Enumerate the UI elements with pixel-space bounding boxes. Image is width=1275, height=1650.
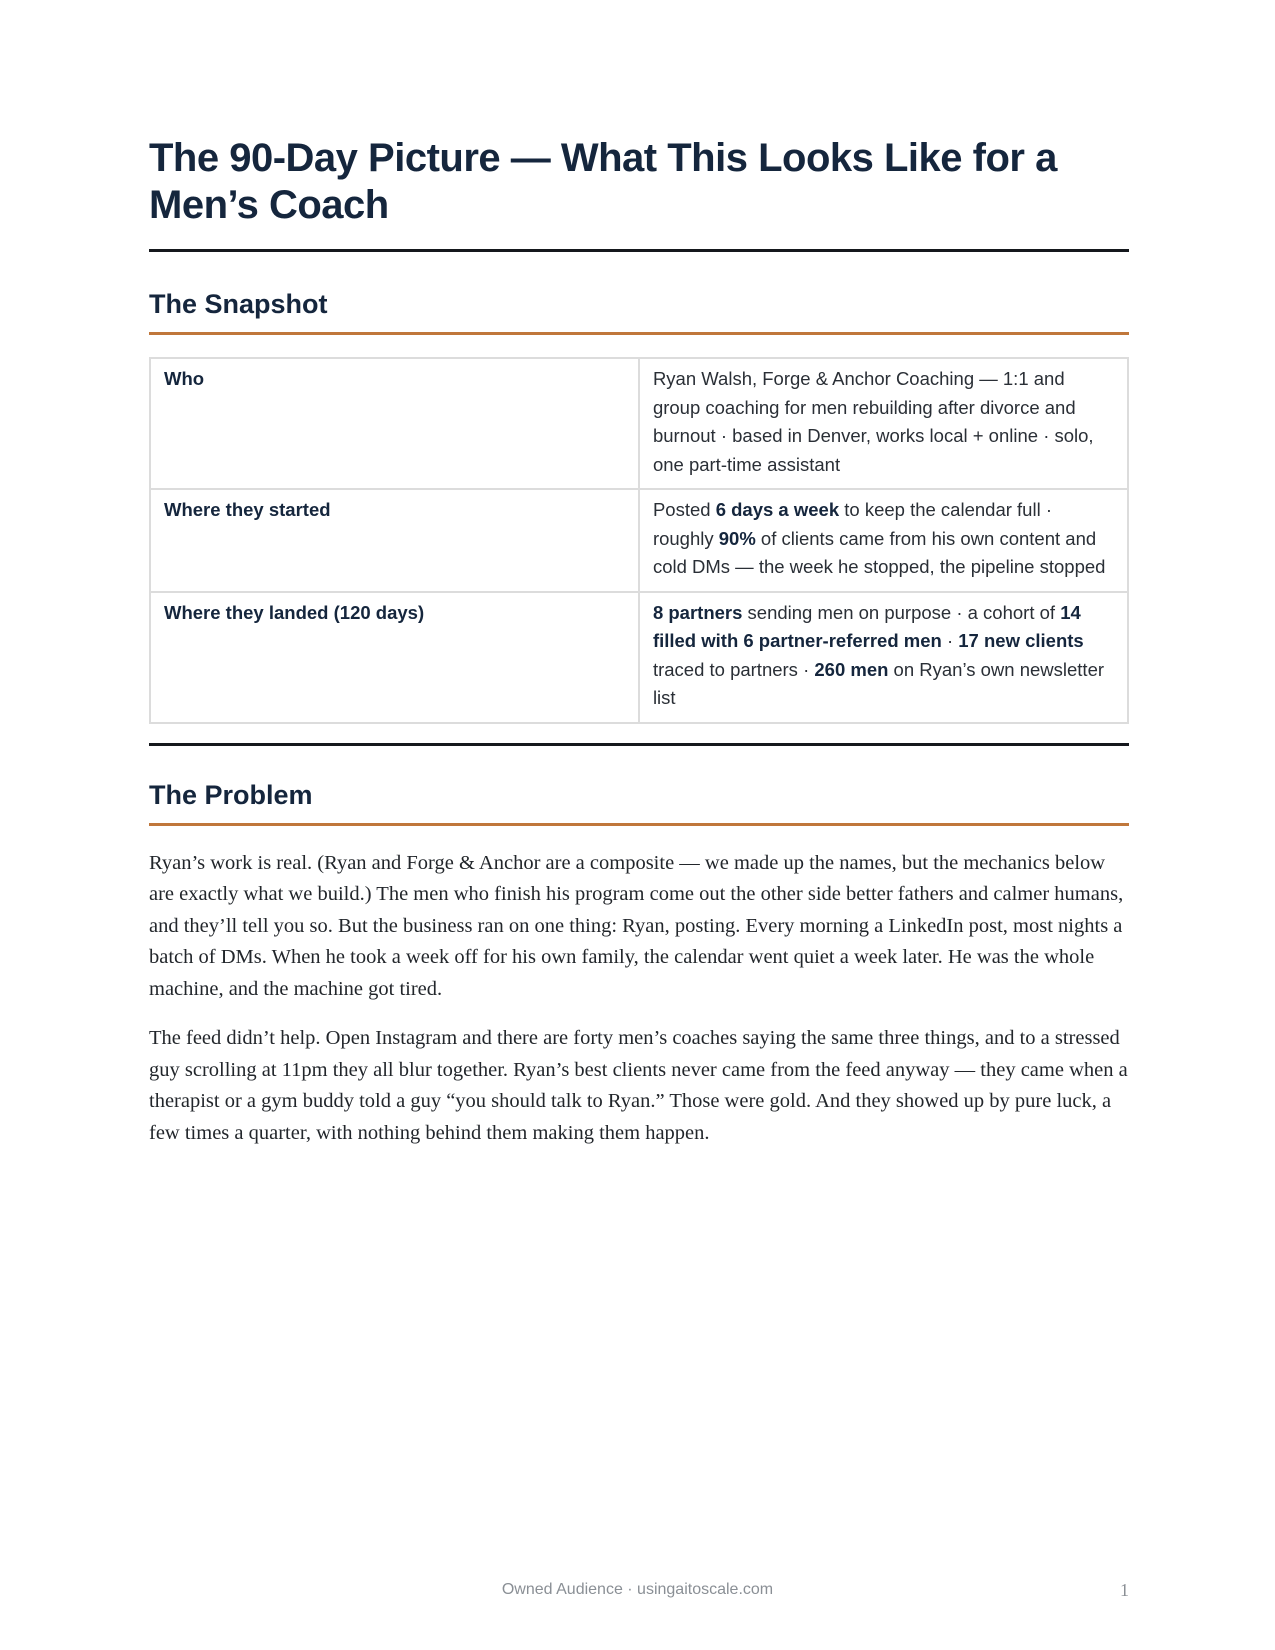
problem-paragraph-1: Ryan’s work is real. (Ryan and Forge & Anchor are a composite — we made up the names, but the mechanics below are exactly what we build.) The men who finish his program come out the other side better fathers and calmer humans, and they’ll tell you so. But the business ran on one thing: Ryan, posting. Every morning a LinkedIn post, most nights a batch of DMs. When he took a week off for his own family, the calendar went quiet a week later. He was the whole machine, and the machine got tired. [149,851,1124,1000]
problem-heading-rule [149,823,1129,826]
document-page [149,135,1129,1149]
value-text: · [941,630,959,651]
value-highlight: 8 partners [652,601,743,623]
title-divider [149,249,1129,252]
row-value-who [639,358,1128,489]
value-text: Ryan Walsh, Forge & Anchor Coaching — 1:1 and group coaching for men rebuilding after divorce and burnout · based in Denver, works local + online · solo, one part-time assistant [652,368,1094,475]
row-label-where-landed: Where they landed (120 days) [150,592,639,723]
value-text: to keep the calendar full · roughly [652,499,1052,549]
row-label-who: Who [150,358,639,489]
table-row [150,592,1128,723]
value-text: Posted [652,499,716,520]
row-label-where-started: Where they started [150,489,639,592]
footer-text: Owned Audience · usingaitoscale.com [501,1581,774,1598]
value-text: traced to partners · [652,658,815,680]
problem-paragraph-2: The feed didn’t help. Open Instagram and there are forty men’s coaches saying the same three things, and to a stressed guy scrolling at 11pm they all blur together. Ryan’s best clients never came from the feed anyway — they came when a therapist or a gym buddy told a guy “you should talk to Ryan.” Those were gold. And they showed up by pure luck, a few times a quarter, with nothing behind them making them happen. [149,1027,1128,1144]
page-number: 1 [1120,1580,1129,1600]
problem-heading: The Problem [149,779,313,810]
snapshot-heading: The Snapshot [149,289,328,319]
value-highlight: 90% [718,527,756,549]
table-row [150,358,1128,489]
value-highlight: 14 filled with 6 partner-referred men [652,601,1081,651]
value-text: of clients came from his own content and cold DMs — the week he stopped, the pipeline stopped [652,527,1106,577]
row-value-where-started [639,489,1128,592]
value-highlight: 6 days a week [715,499,840,520]
value-text: on Ryan’s own newsletter list [652,658,1105,708]
snapshot-table [149,357,1129,724]
value-text: sending men on purpose · a cohort of [742,601,1061,623]
snapshot-heading-rule [149,332,1129,335]
page-title: The 90-Day Picture — What This Looks Like for a Men’s Coach [149,136,1057,227]
value-highlight: 260 men [814,658,889,680]
row-value-where-landed [639,592,1128,723]
value-highlight: 17 new clients [958,630,1084,651]
section-divider [149,743,1129,746]
table-row [150,489,1128,592]
